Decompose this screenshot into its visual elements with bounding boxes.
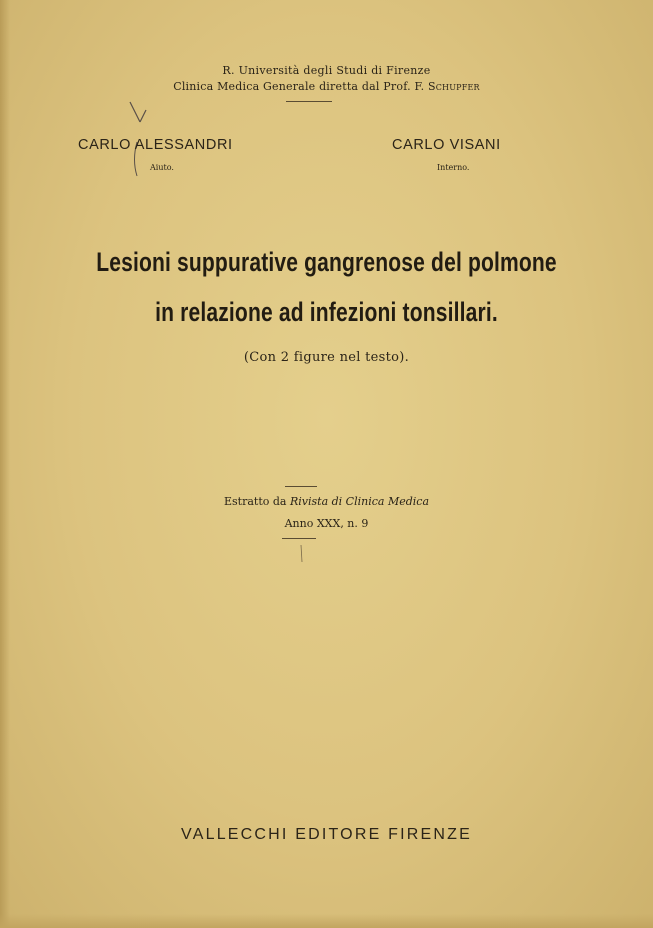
header-divider	[286, 101, 332, 102]
extract-source	[0, 495, 653, 508]
director-name: Schupfer	[427, 80, 480, 93]
title-line-1: Lesioni suppurative gangrenose del polmone	[96, 247, 557, 277]
clinic-text: Clinica Medica Generale diretta dal Prof. F.	[173, 80, 428, 93]
journal-name: Rivista di Clinica Medica	[289, 495, 429, 508]
clinic-line	[0, 80, 653, 93]
author-alessandri: CARLO ALESSANDRI	[78, 137, 233, 153]
subtitle: (Con 2 figure nel testo).	[243, 350, 410, 365]
title-line-2: in relazione ad infezioni tonsillari.	[155, 297, 498, 327]
publisher-imprint: VALLECCHI EDITORE FIRENZE	[181, 826, 472, 843]
ink-mark	[296, 544, 306, 564]
extract-divider-bottom	[282, 538, 316, 539]
paper-edge-shadow	[0, 0, 10, 928]
author-alessandri-role: Aiuto.	[150, 163, 174, 172]
extract-divider-top	[285, 486, 317, 487]
paper-bottom-shadow	[0, 914, 653, 928]
author-visani: CARLO VISANI	[392, 137, 501, 153]
extract-prefix: Estratto da	[224, 495, 290, 508]
journal-issue: Anno XXX, n. 9	[284, 517, 369, 530]
institution-line: R. Università degli Studi di Firenze	[222, 64, 431, 77]
pencil-arrow-mark	[128, 100, 150, 130]
author-visani-role: Interno.	[437, 163, 470, 172]
